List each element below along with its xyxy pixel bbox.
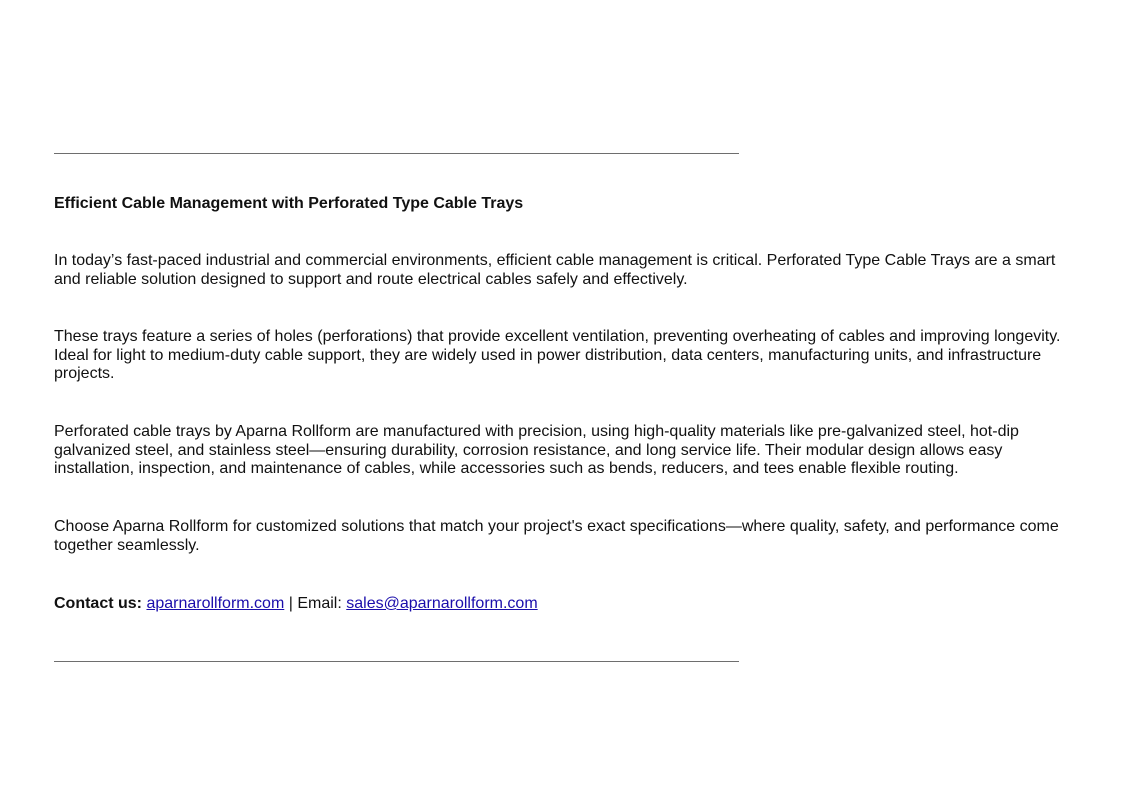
website-link[interactable]: aparnarollform.com	[146, 595, 285, 612]
paragraph-materials: Perforated cable trays by Aparna Rollform are manufactured with precision, using high-quality materials like pre-galvanized steel, hot-dip galvanized steel, and stainless steel—ensuring durability, corrosion resistance, and long service life. Their modular design allows easy installation, inspection, and maintenance of cables, while accessories such as bends, reducers, and tees enable flexible routing.	[54, 423, 1019, 478]
bottom-divider	[54, 661, 739, 662]
contact-label: Contact us:	[54, 595, 142, 612]
paragraph-intro: In today’s fast-paced industrial and commercial environments, efficient cable management is critical. Perforated Type Cable Trays are a smart and reliable solution designed to support and route electrical cables safely and effectively.	[54, 252, 1056, 288]
paragraph-call-to-action: Choose Aparna Rollform for customized solutions that match your project's exact specifications—where quality, safety, and performance come together seamlessly.	[54, 518, 1059, 554]
top-divider	[54, 153, 739, 154]
document-heading: Efficient Cable Management with Perforated Type Cable Trays	[54, 195, 524, 212]
contact-separator: | Email:	[284, 595, 347, 612]
email-link[interactable]: sales@aparnarollform.com	[346, 595, 538, 612]
paragraph-features: These trays feature a series of holes (perforations) that provide excellent ventilation, preventing overheating of cables and improving longevity. Ideal for light to medium-duty cable support, they are widely used in power distribution, data centers, manufacturing units, and infrastructure projects.	[54, 328, 1061, 383]
contact-line	[54, 594, 538, 614]
